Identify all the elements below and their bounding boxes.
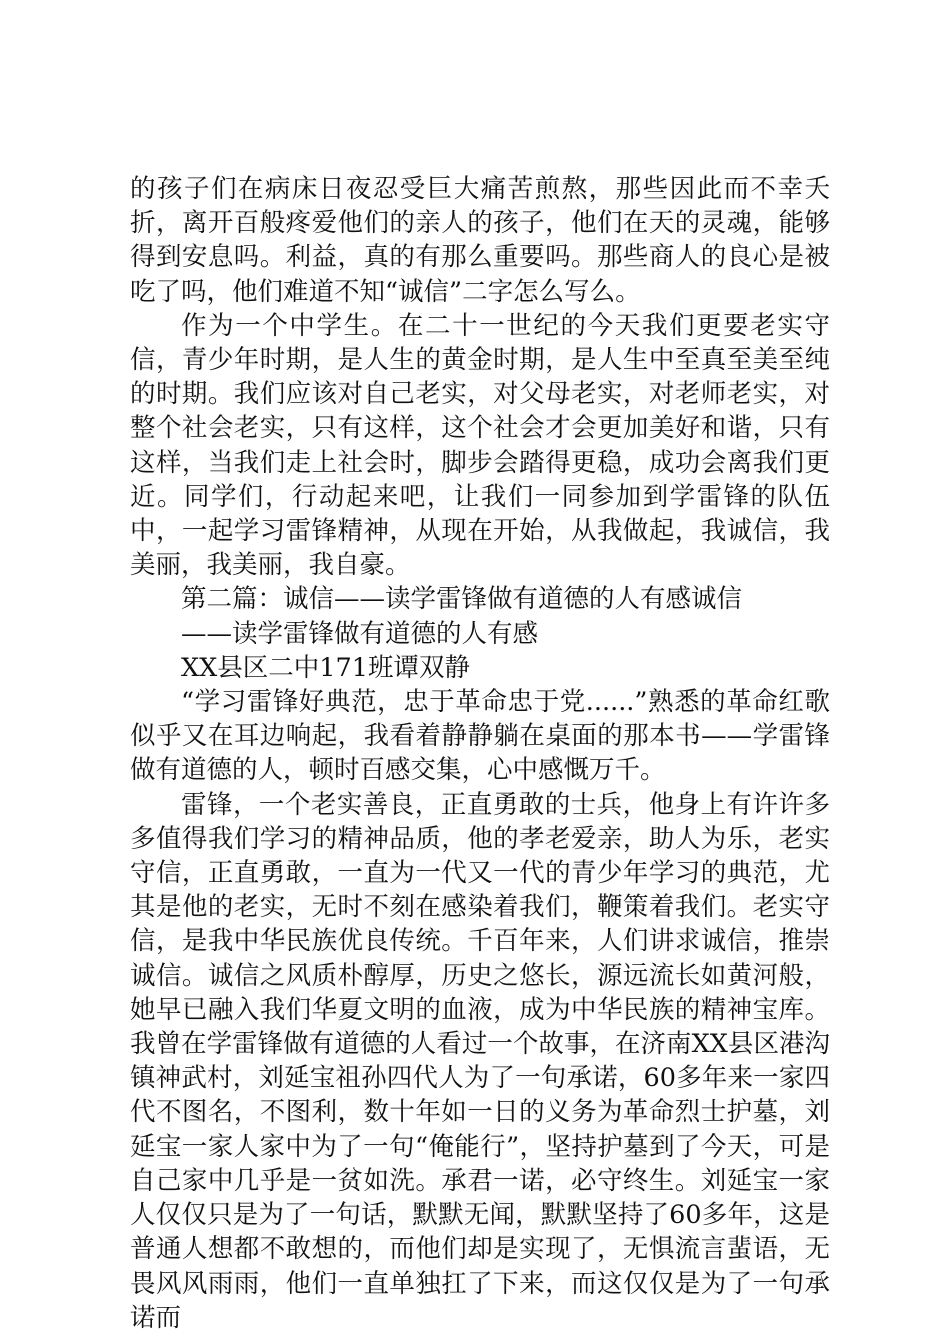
paragraph-1: 的孩子们在病床日夜忍受巨大痛苦煎熬，那些因此而不幸夭折，离开百般疼爱他们的亲人的孩子，他们在天的灵魂，能够得到安息吗。利益，真的有那么重要吗。那些商人的良心是被吃了吗，他们难道不知“诚信”二字怎么写么。 xyxy=(130,174,830,307)
paragraph-2: 作为一个中学生。在二十一世纪的今天我们更要老实守信，青少年时期，是人生的黄金时期，是人生中至真至美至纯的时期。我们应该对自己老实，对父母老实，对老师老实，对整个社会老实，只有这样，这个社会才会更加美好和谐，只有这样，当我们走上社会时，脚步会踏得更稳，成功会离我们更近。同学们，行动起来吧，让我们一同参加到学雷锋的队伍中，一起学习雷锋精神，从现在开始，从我做起，我诚信，我美丽，我美丽，我自豪。 xyxy=(130,310,830,581)
paragraph-7: 雷锋，一个老实善良，正直勇敢的士兵，他身上有许许多多值得我们学习的精神品质，他的孝老爱亲，助人为乐，老实守信，正直勇敢，一直为一代又一代的青少年学习的典范，尤其是他的老实，无时不刻在感染着我们，鞭策着我们。老实守信，是我中华民族优良传统。千百年来，人们讲求诚信，推崇诚信。诚信之风质朴醇厚，历史之悠长，源远流长如黄河般，她早已融入我们华夏文明的血液，成为中华民族的精神宝库。我曾在学雷锋做有道德的人看过一个故事，在济南XX县区港沟镇神武村，刘延宝祖孙四代人为了一句承诺，60多年来一家四代不图名，不图利，数十年如一日的义务为革命烈士护墓，刘延宝一家人家中为了一句“俺能行”，坚持护墓到了今天，可是自己家中几乎是一贫如洗。承君一诺，必守终生。刘延宝一家人仅仅只是为了一句话，默默无闻，默默坚持了60多年，这是普通人想都不敢想的，而他们却是实现了，无惧流言蜚语，无畏风风雨雨，他们一直单独扛了下来，而这仅仅是为了一句承诺而 xyxy=(130,789,830,1333)
section-title: 第二篇：诚信——读学雷锋做有道德的人有感诚信 xyxy=(181,584,743,615)
document-page xyxy=(130,172,830,1335)
paragraph-6: “学习雷锋好典范，忠于革命忠于党......”熟悉的革命红歌似乎又在耳边响起，我看着静静躺在桌面的那本书——学雷锋做有道德的人，顿时百感交集，心中感慨万千。 xyxy=(130,687,830,786)
author-line: XX县区二中171班谭双静 xyxy=(181,652,470,683)
section-subtitle: ——读学雷锋做有道德的人有感 xyxy=(181,618,539,649)
